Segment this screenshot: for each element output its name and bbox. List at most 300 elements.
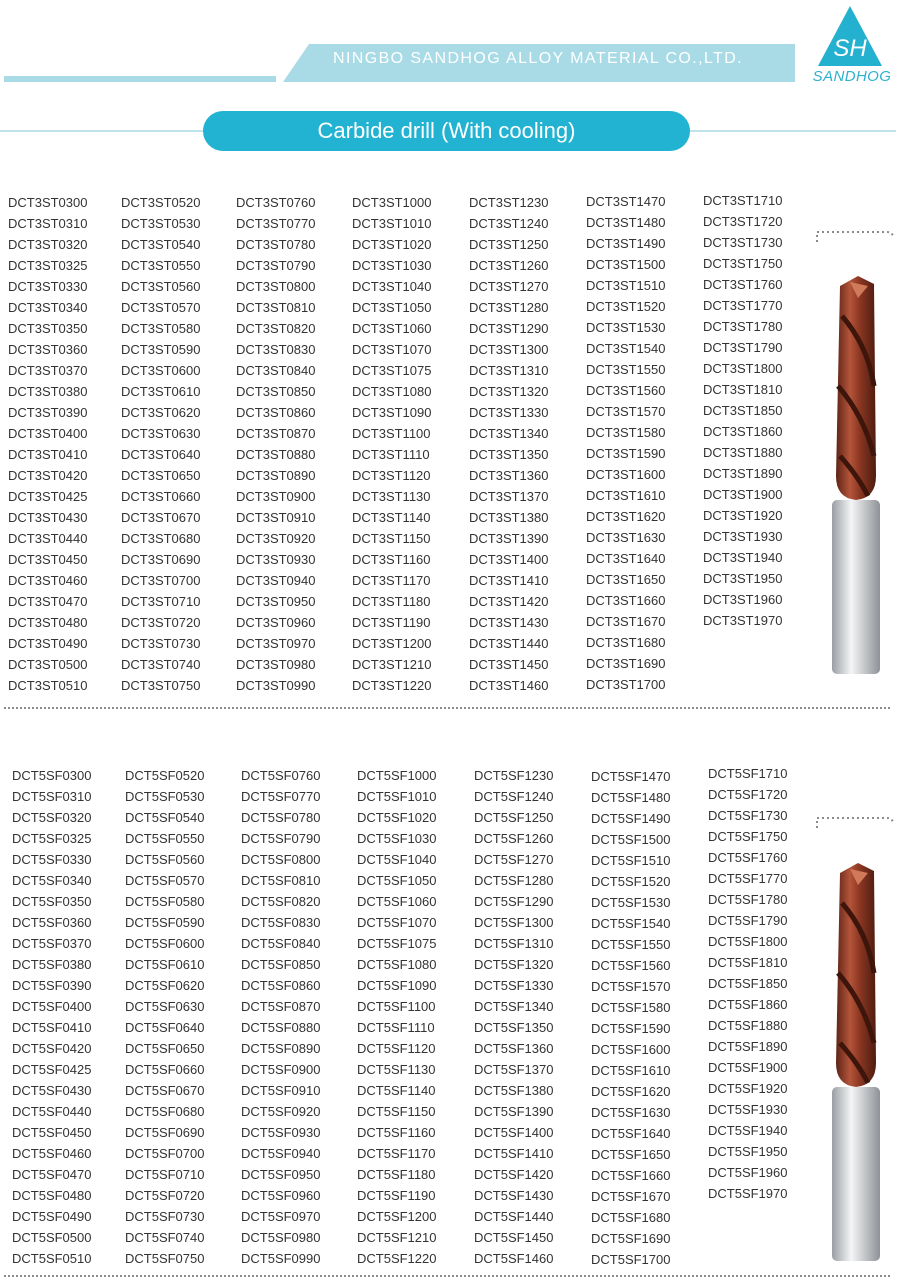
bottom-divider [4, 1275, 890, 1277]
product-code: DCT3ST0420 [8, 468, 88, 483]
product-code: DCT5SF1630 [591, 1105, 671, 1120]
product-code: DCT3ST1260 [469, 258, 549, 273]
product-code: DCT5SF1550 [591, 937, 671, 952]
product-code: DCT3ST1930 [703, 529, 783, 544]
product-code: DCT5SF0370 [12, 936, 92, 951]
product-code: DCT5SF1320 [474, 957, 554, 972]
product-code: DCT5SF1900 [708, 1060, 788, 1075]
product-code: DCT5SF0700 [125, 1146, 205, 1161]
product-code: DCT5SF0325 [12, 831, 92, 846]
product-code: DCT5SF1030 [357, 831, 437, 846]
product-code: DCT5SF1660 [591, 1168, 671, 1183]
product-code: DCT5SF1560 [591, 958, 671, 973]
product-code: DCT5SF0590 [125, 915, 205, 930]
product-code: DCT5SF1540 [591, 916, 671, 931]
product-code: DCT3ST0820 [236, 321, 316, 336]
product-code: DCT3ST1680 [586, 635, 666, 650]
product-code: DCT5SF0520 [125, 768, 205, 783]
product-code: DCT3ST0300 [8, 195, 88, 210]
product-code: DCT3ST1580 [586, 425, 666, 440]
product-code: DCT5SF0880 [241, 1020, 321, 1035]
product-code: DCT5SF1390 [474, 1104, 554, 1119]
product-code: DCT3ST0400 [8, 426, 88, 441]
product-code: DCT3ST1010 [352, 216, 432, 231]
product-code: DCT5SF0570 [125, 873, 205, 888]
product-code: DCT5SF1075 [357, 936, 437, 951]
product-code: DCT3ST0430 [8, 510, 88, 525]
product-code: DCT3ST1450 [469, 657, 549, 672]
product-code: DCT5SF1430 [474, 1188, 554, 1203]
product-code: DCT3ST1170 [352, 573, 431, 588]
product-code: DCT5SF0310 [12, 789, 92, 804]
product-code: DCT5SF0870 [241, 999, 321, 1014]
product-code: DCT5SF0760 [241, 768, 321, 783]
product-code: DCT3ST1400 [469, 552, 549, 567]
product-code: DCT5SF1470 [591, 769, 671, 784]
product-code: DCT5SF1460 [474, 1251, 554, 1266]
product-code: DCT3ST1050 [352, 300, 432, 315]
product-code: DCT3ST1560 [586, 383, 666, 398]
product-code: DCT5SF1280 [474, 873, 554, 888]
product-code: DCT5SF1530 [591, 895, 671, 910]
product-code: DCT3ST1000 [352, 195, 432, 210]
product-code: DCT3ST0790 [236, 258, 316, 273]
product-code: DCT3ST1960 [703, 592, 783, 607]
product-code: DCT5SF0620 [125, 978, 205, 993]
product-code: DCT3ST0580 [121, 321, 201, 336]
product-code: DCT3ST0310 [8, 216, 88, 231]
section-divider [4, 707, 890, 709]
product-code: DCT3ST0680 [121, 531, 201, 546]
product-code: DCT5SF1720 [708, 787, 788, 802]
product-code: DCT3ST1350 [469, 447, 549, 462]
product-code: DCT3ST0520 [121, 195, 201, 210]
product-code: DCT5SF1250 [474, 810, 554, 825]
product-code: DCT3ST1240 [469, 216, 549, 231]
product-code: DCT5SF0890 [241, 1041, 321, 1056]
product-code: DCT5SF1690 [591, 1231, 671, 1246]
s2-column-6 [591, 766, 670, 1270]
product-code: DCT3ST0370 [8, 363, 88, 378]
product-code: DCT5SF0770 [241, 789, 321, 804]
product-code: DCT3ST1080 [352, 384, 432, 399]
product-code: DCT3ST0350 [8, 321, 88, 336]
product-code: DCT5SF1160 [357, 1125, 436, 1140]
product-code: DCT3ST0470 [8, 594, 88, 609]
product-code: DCT3ST1040 [352, 279, 432, 294]
product-code: DCT5SF1520 [591, 874, 671, 889]
product-code: DCT3ST1670 [586, 614, 666, 629]
product-code: DCT5SF0690 [125, 1125, 205, 1140]
product-code: DCT3ST1620 [586, 509, 666, 524]
product-code: DCT5SF1370 [474, 1062, 554, 1077]
product-code: DCT5SF0810 [241, 873, 321, 888]
product-code: DCT5SF1190 [357, 1188, 436, 1203]
product-code: DCT5SF0580 [125, 894, 205, 909]
product-code: DCT3ST1060 [352, 321, 432, 336]
product-code: DCT3ST0500 [8, 657, 88, 672]
product-code: DCT3ST0850 [236, 384, 316, 399]
product-code: DCT3ST1700 [586, 677, 666, 692]
product-code: DCT3ST0490 [8, 636, 88, 651]
product-code: DCT3ST0880 [236, 447, 316, 462]
product-code: DCT5SF0600 [125, 936, 205, 951]
product-code: DCT3ST0320 [8, 237, 88, 252]
product-code: DCT3ST0770 [236, 216, 316, 231]
product-code: DCT5SF0380 [12, 957, 92, 972]
product-code: DCT5SF0560 [125, 852, 205, 867]
product-code: DCT3ST1920 [703, 508, 783, 523]
product-code: DCT5SF1040 [357, 852, 437, 867]
product-code: DCT5SF1860 [708, 997, 788, 1012]
product-code: DCT5SF1240 [474, 789, 554, 804]
product-code: DCT3ST0660 [121, 489, 201, 504]
product-code: DCT5SF1300 [474, 915, 554, 930]
product-code: DCT3ST0740 [121, 657, 201, 672]
product-code: DCT5SF0850 [241, 957, 321, 972]
product-code: DCT5SF1100 [357, 999, 436, 1014]
product-code: DCT5SF0350 [12, 894, 92, 909]
product-code: DCT3ST1540 [586, 341, 666, 356]
product-code: DCT3ST1500 [586, 257, 666, 272]
product-code: DCT3ST1110 [352, 447, 430, 462]
product-code: DCT5SF0400 [12, 999, 92, 1014]
product-code: DCT3ST0830 [236, 342, 316, 357]
product-code: DCT3ST1150 [352, 531, 431, 546]
product-code: DCT5SF1600 [591, 1042, 671, 1057]
product-code: DCT5SF0440 [12, 1104, 92, 1119]
product-code: DCT3ST1230 [469, 195, 549, 210]
product-code: DCT5SF0740 [125, 1230, 205, 1245]
product-code: DCT5SF1180 [357, 1167, 436, 1182]
product-code: DCT3ST1160 [352, 552, 431, 567]
product-code: DCT3ST1940 [703, 550, 783, 565]
product-code: DCT5SF0720 [125, 1188, 205, 1203]
s2-frame-corner [815, 814, 895, 830]
product-code: DCT3ST1750 [703, 256, 783, 271]
product-code: DCT5SF0430 [12, 1083, 92, 1098]
product-code: DCT3ST0720 [121, 615, 201, 630]
product-code: DCT5SF0540 [125, 810, 205, 825]
product-code: DCT3ST1420 [469, 594, 549, 609]
product-code: DCT5SF1570 [591, 979, 671, 994]
product-code: DCT5SF1330 [474, 978, 554, 993]
product-code: DCT3ST1600 [586, 467, 666, 482]
product-code: DCT5SF1490 [591, 811, 671, 826]
product-code: DCT3ST0800 [236, 279, 316, 294]
product-code: DCT3ST1550 [586, 362, 666, 377]
product-code: DCT5SF1710 [708, 766, 788, 781]
product-code: DCT5SF1610 [591, 1063, 671, 1078]
product-code: DCT3ST0440 [8, 531, 88, 546]
product-code: DCT3ST0900 [236, 489, 316, 504]
product-code: DCT3ST0510 [8, 678, 88, 693]
product-code: DCT5SF0410 [12, 1020, 92, 1035]
s1-column-2 [121, 192, 200, 696]
product-code: DCT3ST1880 [703, 445, 783, 460]
product-code: DCT5SF1760 [708, 850, 788, 865]
product-code: DCT3ST1440 [469, 636, 549, 651]
product-code: DCT3ST1860 [703, 424, 783, 439]
product-code: DCT5SF1110 [357, 1020, 435, 1035]
product-code: DCT3ST1390 [469, 531, 549, 546]
product-code: DCT5SF1480 [591, 790, 671, 805]
header-accent-line [4, 76, 276, 82]
product-code: DCT5SF1510 [591, 853, 671, 868]
product-code: DCT3ST1340 [469, 426, 549, 441]
product-code: DCT5SF1410 [474, 1146, 554, 1161]
product-code: DCT5SF0980 [241, 1230, 321, 1245]
product-code: DCT3ST1780 [703, 319, 783, 334]
product-code: DCT3ST0450 [8, 552, 88, 567]
product-code: DCT3ST0970 [236, 636, 316, 651]
s2-column-3 [241, 765, 320, 1269]
product-code: DCT5SF1930 [708, 1102, 788, 1117]
product-code: DCT5SF1290 [474, 894, 554, 909]
product-code: DCT5SF1730 [708, 808, 788, 823]
product-code: DCT5SF1770 [708, 871, 788, 886]
product-code: DCT5SF1780 [708, 892, 788, 907]
product-code: DCT5SF0425 [12, 1062, 92, 1077]
product-code: DCT5SF0860 [241, 978, 321, 993]
product-code: DCT5SF0940 [241, 1146, 321, 1161]
product-code: DCT3ST1320 [469, 384, 549, 399]
product-code: DCT5SF1270 [474, 852, 554, 867]
product-code: DCT5SF1590 [591, 1021, 671, 1036]
product-code: DCT3ST0560 [121, 279, 201, 294]
product-code: DCT3ST1730 [703, 235, 783, 250]
product-code: DCT5SF1080 [357, 957, 437, 972]
product-code: DCT3ST0360 [8, 342, 88, 357]
product-code: DCT3ST1120 [352, 468, 431, 483]
product-code: DCT3ST1590 [586, 446, 666, 461]
product-code: DCT3ST1490 [586, 236, 666, 251]
product-code: DCT5SF0910 [241, 1083, 321, 1098]
product-code: DCT5SF1400 [474, 1125, 554, 1140]
product-code: DCT5SF1890 [708, 1039, 788, 1054]
product-code: DCT3ST0710 [121, 594, 201, 609]
company-name: NINGBO SANDHOG ALLOY MATERIAL CO.,LTD. [333, 50, 744, 67]
product-code: DCT5SF0710 [125, 1167, 205, 1182]
product-code: DCT3ST0630 [121, 426, 201, 441]
product-code: DCT3ST1790 [703, 340, 783, 355]
product-code: DCT3ST1900 [703, 487, 783, 502]
product-code: DCT3ST1090 [352, 405, 432, 420]
title-rule-left [0, 130, 210, 132]
product-code: DCT3ST1410 [469, 573, 549, 588]
product-code: DCT5SF1000 [357, 768, 437, 783]
product-code: DCT5SF1090 [357, 978, 437, 993]
s2-column-7 [708, 763, 787, 1204]
product-code: DCT3ST0570 [121, 300, 201, 315]
product-code: DCT5SF0660 [125, 1062, 205, 1077]
product-code: DCT3ST1850 [703, 403, 783, 418]
product-code: DCT3ST0780 [236, 237, 316, 252]
product-code: DCT5SF1970 [708, 1186, 788, 1201]
product-code: DCT5SF0950 [241, 1167, 321, 1182]
product-code: DCT5SF0530 [125, 789, 205, 804]
page-title: Carbide drill (With cooling) [203, 111, 690, 151]
product-code: DCT3ST1300 [469, 342, 549, 357]
product-code: DCT5SF0990 [241, 1251, 321, 1266]
product-code: DCT3ST1770 [703, 298, 783, 313]
product-code: DCT3ST0760 [236, 195, 316, 210]
product-code: DCT5SF0960 [241, 1188, 321, 1203]
product-code: DCT3ST0650 [121, 468, 201, 483]
s2-column-2 [125, 765, 204, 1269]
logo-initials: SH [833, 35, 867, 62]
product-code: DCT3ST1520 [586, 299, 666, 314]
product-code: DCT3ST0920 [236, 531, 316, 546]
product-code: DCT3ST1480 [586, 215, 666, 230]
product-code: DCT5SF1130 [357, 1062, 436, 1077]
product-code: DCT3ST1330 [469, 405, 549, 420]
product-code: DCT5SF1340 [474, 999, 554, 1014]
product-code: DCT5SF1880 [708, 1018, 788, 1033]
s1-column-1 [8, 192, 87, 696]
product-code: DCT3ST1210 [352, 657, 432, 672]
product-code: DCT5SF1170 [357, 1146, 436, 1161]
product-code: DCT5SF1360 [474, 1041, 554, 1056]
product-code: DCT3ST0960 [236, 615, 316, 630]
product-code: DCT3ST0325 [8, 258, 88, 273]
product-code: DCT3ST1220 [352, 678, 432, 693]
product-code: DCT5SF1230 [474, 768, 554, 783]
product-code: DCT3ST1460 [469, 678, 549, 693]
product-code: DCT3ST0700 [121, 573, 201, 588]
product-code: DCT3ST0640 [121, 447, 201, 462]
product-code: DCT3ST1690 [586, 656, 666, 671]
product-code: DCT5SF0920 [241, 1104, 321, 1119]
product-code: DCT5SF0390 [12, 978, 92, 993]
product-code: DCT5SF0300 [12, 768, 92, 783]
s1-column-7 [703, 190, 782, 631]
product-code: DCT5SF0510 [12, 1251, 92, 1266]
product-code: DCT3ST1020 [352, 237, 432, 252]
product-code: DCT5SF0780 [241, 810, 321, 825]
product-code: DCT3ST1710 [703, 193, 783, 208]
product-code: DCT3ST0930 [236, 552, 316, 567]
product-code: DCT3ST0840 [236, 363, 316, 378]
product-code: DCT3ST0600 [121, 363, 201, 378]
product-code: DCT3ST1950 [703, 571, 783, 586]
product-code: DCT3ST1370 [469, 489, 549, 504]
product-code: DCT5SF0820 [241, 894, 321, 909]
product-code: DCT3ST0730 [121, 636, 201, 651]
product-code: DCT5SF1750 [708, 829, 788, 844]
product-code: DCT3ST1530 [586, 320, 666, 335]
product-code: DCT5SF1010 [357, 789, 437, 804]
product-code: DCT3ST0610 [121, 384, 201, 399]
product-code: DCT3ST1270 [469, 279, 549, 294]
product-code: DCT3ST0390 [8, 405, 88, 420]
product-code: DCT5SF0480 [12, 1188, 92, 1203]
product-code: DCT5SF0670 [125, 1083, 205, 1098]
product-code: DCT5SF0500 [12, 1230, 92, 1245]
product-code: DCT3ST1650 [586, 572, 666, 587]
product-code: DCT3ST1360 [469, 468, 549, 483]
product-code: DCT5SF1810 [708, 955, 788, 970]
product-code: DCT3ST1970 [703, 613, 783, 628]
product-code: DCT5SF1670 [591, 1189, 671, 1204]
product-code: DCT5SF1350 [474, 1020, 554, 1035]
product-code: DCT3ST0990 [236, 678, 316, 693]
product-code: DCT5SF0490 [12, 1209, 92, 1224]
product-code: DCT3ST1070 [352, 342, 432, 357]
product-code: DCT3ST0870 [236, 426, 316, 441]
product-code: DCT3ST0890 [236, 468, 316, 483]
product-code: DCT3ST1890 [703, 466, 783, 481]
product-code: DCT3ST1380 [469, 510, 549, 525]
product-code: DCT3ST0940 [236, 573, 316, 588]
product-code: DCT5SF0360 [12, 915, 92, 930]
product-code: DCT5SF0420 [12, 1041, 92, 1056]
product-code: DCT5SF1440 [474, 1209, 554, 1224]
product-code: DCT3ST1630 [586, 530, 666, 545]
product-code: DCT3ST1470 [586, 194, 666, 209]
product-code: DCT5SF1310 [474, 936, 554, 951]
product-code: DCT3ST1640 [586, 551, 666, 566]
product-code: DCT3ST1180 [352, 594, 431, 609]
s2-column-5 [474, 765, 553, 1269]
product-code: DCT3ST1075 [352, 363, 432, 378]
product-code: DCT5SF1650 [591, 1147, 671, 1162]
product-code: DCT5SF0840 [241, 936, 321, 951]
product-code: DCT5SF1790 [708, 913, 788, 928]
product-code: DCT3ST0980 [236, 657, 316, 672]
logo-wordmark: SANDHOG [812, 68, 892, 85]
product-code: DCT3ST0670 [121, 510, 201, 525]
s1-column-4 [352, 192, 431, 696]
product-code: DCT5SF1920 [708, 1081, 788, 1096]
product-code: DCT5SF1050 [357, 873, 437, 888]
s2-drill-image-icon [828, 863, 884, 1263]
product-code: DCT3ST0750 [121, 678, 201, 693]
product-code: DCT3ST0425 [8, 489, 88, 504]
product-code: DCT5SF1450 [474, 1230, 554, 1245]
product-code: DCT5SF1960 [708, 1165, 788, 1180]
product-code: DCT3ST1130 [352, 489, 431, 504]
product-code: DCT5SF1850 [708, 976, 788, 991]
product-code: DCT3ST0860 [236, 405, 316, 420]
product-code: DCT3ST1430 [469, 615, 549, 630]
s1-drill-image-icon [828, 276, 884, 676]
product-code: DCT3ST1250 [469, 237, 549, 252]
product-code: DCT3ST1100 [352, 426, 431, 441]
product-code: DCT5SF0340 [12, 873, 92, 888]
product-code: DCT5SF1940 [708, 1123, 788, 1138]
product-code: DCT5SF1700 [591, 1252, 671, 1267]
product-code: DCT5SF0610 [125, 957, 205, 972]
product-code: DCT5SF0790 [241, 831, 321, 846]
product-code: DCT5SF1380 [474, 1083, 554, 1098]
product-code: DCT3ST1510 [586, 278, 666, 293]
s1-column-3 [236, 192, 315, 696]
product-code: DCT3ST0410 [8, 447, 88, 462]
product-code: DCT3ST1140 [352, 510, 431, 525]
product-code: DCT3ST1720 [703, 214, 783, 229]
product-code: DCT5SF0970 [241, 1209, 321, 1224]
product-code: DCT5SF1140 [357, 1083, 436, 1098]
product-code: DCT5SF1070 [357, 915, 437, 930]
product-code: DCT3ST1760 [703, 277, 783, 292]
product-code: DCT5SF0680 [125, 1104, 205, 1119]
product-code: DCT3ST0620 [121, 405, 201, 420]
product-code: DCT5SF0470 [12, 1167, 92, 1182]
product-code: DCT3ST0550 [121, 258, 201, 273]
product-code: DCT3ST0910 [236, 510, 316, 525]
product-code: DCT5SF0730 [125, 1209, 205, 1224]
